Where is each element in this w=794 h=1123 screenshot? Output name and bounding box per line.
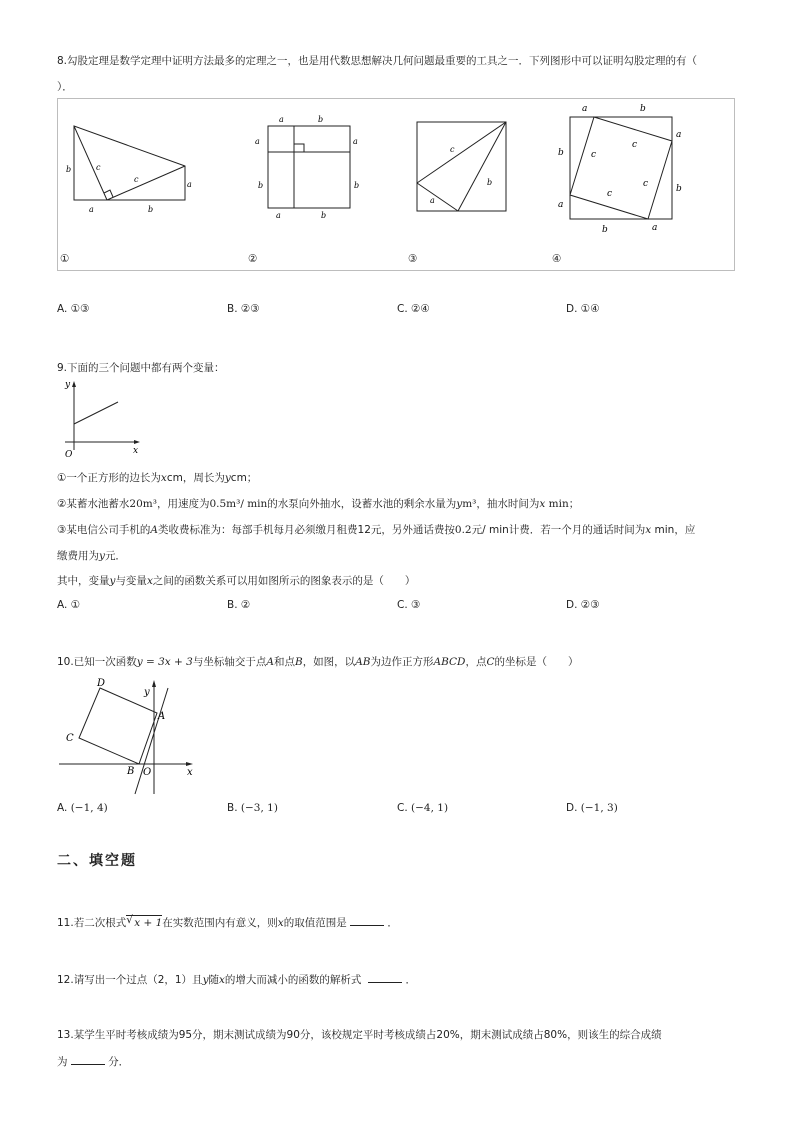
option-key: A.: [57, 303, 68, 315]
q9-option-a[interactable]: [57, 599, 80, 611]
fig4-a-left: a: [558, 200, 564, 210]
q13-stem-line2: 为 分．: [57, 1053, 129, 1070]
q8-figure-4-label: ④: [552, 253, 562, 265]
q8-stem-line1: 8.勾股定理是数学定理中证明方法最多的定理之一，也是用代数思想解决几何问题最重要的工具之一．下列图形中可以证明勾股定理的有（: [57, 55, 698, 67]
option-key: B.: [227, 303, 238, 315]
q10-point-d: D: [97, 678, 106, 689]
fig3-c: c: [450, 145, 455, 154]
option-text: (−1, 3): [580, 802, 618, 814]
option-key: B.: [227, 802, 238, 814]
q9-origin: O: [65, 450, 73, 460]
fig4-a-top: a: [582, 104, 588, 114]
q10-stem: 10.已知一次函数y = 3x + 3与坐标轴交于点A和点B，如图，以AB为边作正方形ABCD，点C的坐标是（ ）: [57, 656, 579, 668]
section-title-fill-in: 二、填空题: [57, 853, 137, 869]
fig4-c-3: c: [607, 189, 613, 199]
fig4-a-right: a: [676, 130, 682, 140]
q10-axis-y: y: [144, 687, 150, 698]
q9-axis-x: x: [133, 446, 139, 456]
q10-graph: [57, 674, 202, 798]
option-text: ③: [411, 599, 421, 611]
q8-figure-3: [410, 115, 510, 220]
option-text: ①④: [580, 303, 600, 315]
q9-item-3-line1: ③某电信公司手机的A类收费标准为：每部手机每月必须缴月租费12元，另外通话费按0.2元/ min计费．若一个月的通话时间为x min，应: [57, 524, 696, 536]
option-key: C.: [397, 599, 408, 611]
option-text: ②③: [240, 303, 260, 315]
q9-item-1: ①一个正方形的边长为xcm，周长为ycm；: [57, 472, 258, 484]
fig1-c-1: c: [96, 163, 101, 172]
q10-option-b[interactable]: [227, 802, 278, 814]
q9-graph: [57, 378, 147, 460]
q9-item-3-line2: 缴费用为y元．: [57, 550, 126, 562]
q9-item-2: ②某蓄水池蓄水20m³，用速度为0.5m³/ min的水泵向外抽水，设蓄水池的剩余水量为ym³，抽水时间为x min；: [57, 498, 580, 510]
option-key: D.: [566, 599, 578, 611]
fig2-b-top: b: [318, 115, 324, 124]
option-text: ②④: [411, 303, 430, 315]
option-text: ①: [70, 599, 81, 611]
q8-option-c[interactable]: [397, 303, 430, 315]
fig4-c-4: c: [643, 179, 649, 189]
option-text: (−3, 1): [240, 802, 278, 814]
q9-axis-y: y: [65, 380, 71, 390]
fig1-a-right: a: [187, 180, 192, 189]
option-text: (−1, 4): [70, 802, 108, 814]
q10-option-d[interactable]: [566, 802, 618, 814]
q10-point-a: A: [158, 711, 166, 722]
fig4-b-bottom: b: [602, 225, 608, 235]
fig2-b-left: b: [258, 181, 264, 190]
fig4-b-right: b: [676, 184, 682, 194]
q8-stem-line2: ）．: [57, 81, 73, 93]
fig4-c-1: c: [591, 150, 597, 160]
option-key: C.: [397, 303, 408, 315]
q9-stem: 9.下面的三个问题中都有两个变量：: [57, 362, 225, 374]
q8-figure-2: [250, 110, 370, 225]
option-key: D.: [566, 303, 578, 315]
option-key: C.: [397, 802, 408, 814]
q10-origin: O: [143, 767, 152, 778]
fig1-a-bottom: a: [89, 205, 94, 214]
fig4-c-2: c: [632, 140, 638, 150]
q11-stem: 11.若二次根式 √ x + 1在实数范围内有意义，则x的取值范围是 ．: [57, 914, 398, 929]
fig1-b-bottom: b: [148, 205, 154, 214]
option-text: ②③: [580, 599, 600, 611]
option-key: B.: [227, 599, 238, 611]
q10-point-c: C: [66, 733, 74, 744]
q10-option-a[interactable]: [57, 802, 108, 814]
fig4-b-left: b: [558, 148, 564, 158]
fig4-a-bottom: a: [652, 223, 658, 233]
q8-figure-4: [552, 100, 692, 235]
fig2-b-bottom: b: [321, 211, 327, 220]
q9-option-b[interactable]: [227, 599, 250, 611]
q12-answer-blank[interactable]: [368, 971, 402, 983]
fig3-a: a: [430, 196, 435, 205]
fig2-a-right: a: [353, 137, 358, 146]
q8-figure-1-label: ①: [60, 253, 70, 265]
q9-option-d[interactable]: [566, 599, 600, 611]
fig2-a-bottom: a: [276, 211, 281, 220]
fig2-a-top: a: [279, 115, 284, 124]
fig2-a-left: a: [255, 137, 260, 146]
option-text: ①③: [70, 303, 90, 315]
q9-option-c[interactable]: [397, 599, 420, 611]
fig1-b-left: b: [66, 165, 72, 174]
q10-axis-x: x: [187, 767, 193, 778]
fig1-c-2: c: [134, 175, 139, 184]
option-key: D.: [566, 802, 578, 814]
q11-answer-blank[interactable]: [350, 914, 384, 926]
option-key: A.: [57, 802, 68, 814]
q8-figure-3-label: ③: [408, 253, 418, 265]
fig3-b: b: [487, 178, 493, 187]
option-text: ②: [240, 599, 251, 611]
q8-option-a[interactable]: [57, 303, 90, 315]
q8-figure-2-label: ②: [248, 253, 258, 265]
q10-option-c[interactable]: [397, 802, 448, 814]
q13-answer-blank[interactable]: [71, 1053, 105, 1065]
q13-stem-line1: 13.某学生平时考核成绩为95分，期末测试成绩为90分，该校规定平时考核成绩占20%，期末测试成绩占80%，则该生的综合成绩: [57, 1029, 662, 1041]
q12-stem: 12.请写出一个过点（2，1）且y随x的增大而减小的函数的解析式 ．: [57, 971, 416, 988]
fig2-b-right: b: [354, 181, 360, 190]
fig4-b-top: b: [640, 104, 646, 114]
q9-question: 其中，变量y与变量x之间的函数关系可以用如图所示的图象表示的是（ ）: [57, 575, 416, 587]
q8-option-b[interactable]: [227, 303, 260, 315]
q10-point-b: B: [127, 766, 135, 777]
q8-figure-1: [60, 118, 195, 218]
option-text: (−4, 1): [411, 802, 449, 814]
q8-option-d[interactable]: [566, 303, 600, 315]
option-key: A.: [57, 599, 68, 611]
